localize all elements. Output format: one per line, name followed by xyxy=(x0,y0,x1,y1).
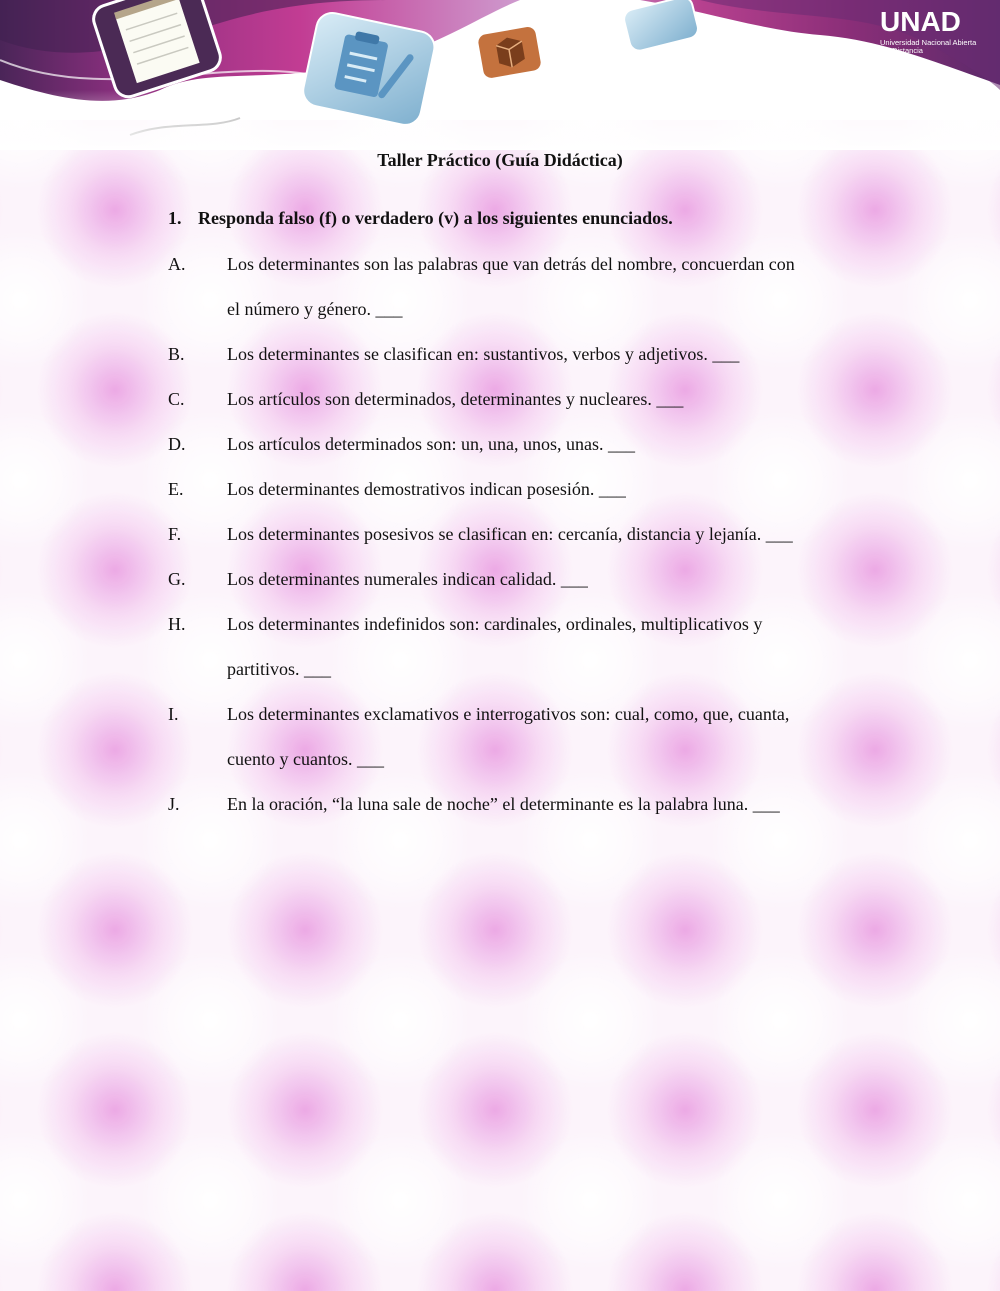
item-line: Los determinantes exclamativos e interrogativos son: cual, como, que, cuanta, xyxy=(227,704,790,724)
item-letter: C. xyxy=(168,389,185,409)
item-letter: H. xyxy=(168,614,186,634)
item-line: Los artículos determinados son: un, una, unos, unas. ___ xyxy=(227,434,635,454)
question-heading xyxy=(168,208,673,229)
page-title: Taller Práctico (Guía Didáctica) xyxy=(377,150,623,170)
item-line: Los determinantes demostrativos indican posesión. ___ xyxy=(227,479,626,499)
item-line: Los determinantes son las palabras que van detrás del nombre, concuerdan con xyxy=(227,254,795,274)
item-letter: A. xyxy=(168,254,186,274)
item-line: En la oración, “la luna sale de noche” el determinante es la palabra luna. ___ xyxy=(227,794,780,814)
item-letter: D. xyxy=(168,434,186,454)
item-letter: G. xyxy=(168,569,186,589)
blank-tile-icon xyxy=(622,0,700,53)
item-letter: J. xyxy=(168,794,180,814)
question-number: 1. xyxy=(168,208,182,228)
question-text: Responda falso (f) o verdadero (v) a los siguientes enunciados. xyxy=(198,208,673,228)
logo-subtitle: Universidad Nacional Abierta y a Distancia xyxy=(880,38,977,55)
item-line: Los determinantes indefinidos son: cardinales, ordinales, multiplicativos y xyxy=(227,614,763,634)
page-header xyxy=(0,0,1000,150)
item-line: Los determinantes numerales indican calidad. ___ xyxy=(227,569,588,589)
box-tile-icon xyxy=(476,25,543,81)
item-line: cuento y cuantos. ___ xyxy=(227,749,384,769)
item-line: Los artículos son determinados, determinantes y nucleares. ___ xyxy=(227,389,684,409)
item-letter: F. xyxy=(168,524,182,544)
item-line: Los determinantes se clasifican en: sustantivos, verbos y adjetivos. ___ xyxy=(227,344,740,364)
item-letter: B. xyxy=(168,344,185,364)
header-banner xyxy=(0,0,1000,150)
item-letter: E. xyxy=(168,479,184,499)
item-line: el número y género. ___ xyxy=(227,299,403,319)
unad-logo xyxy=(880,6,980,56)
logo-wordmark: UNAD xyxy=(880,6,961,37)
item-line: Los determinantes posesivos se clasifican en: cercanía, distancia y lejanía. ___ xyxy=(227,524,793,544)
item-letter: I. xyxy=(168,704,179,724)
item-line: partitivos. ___ xyxy=(227,659,331,679)
